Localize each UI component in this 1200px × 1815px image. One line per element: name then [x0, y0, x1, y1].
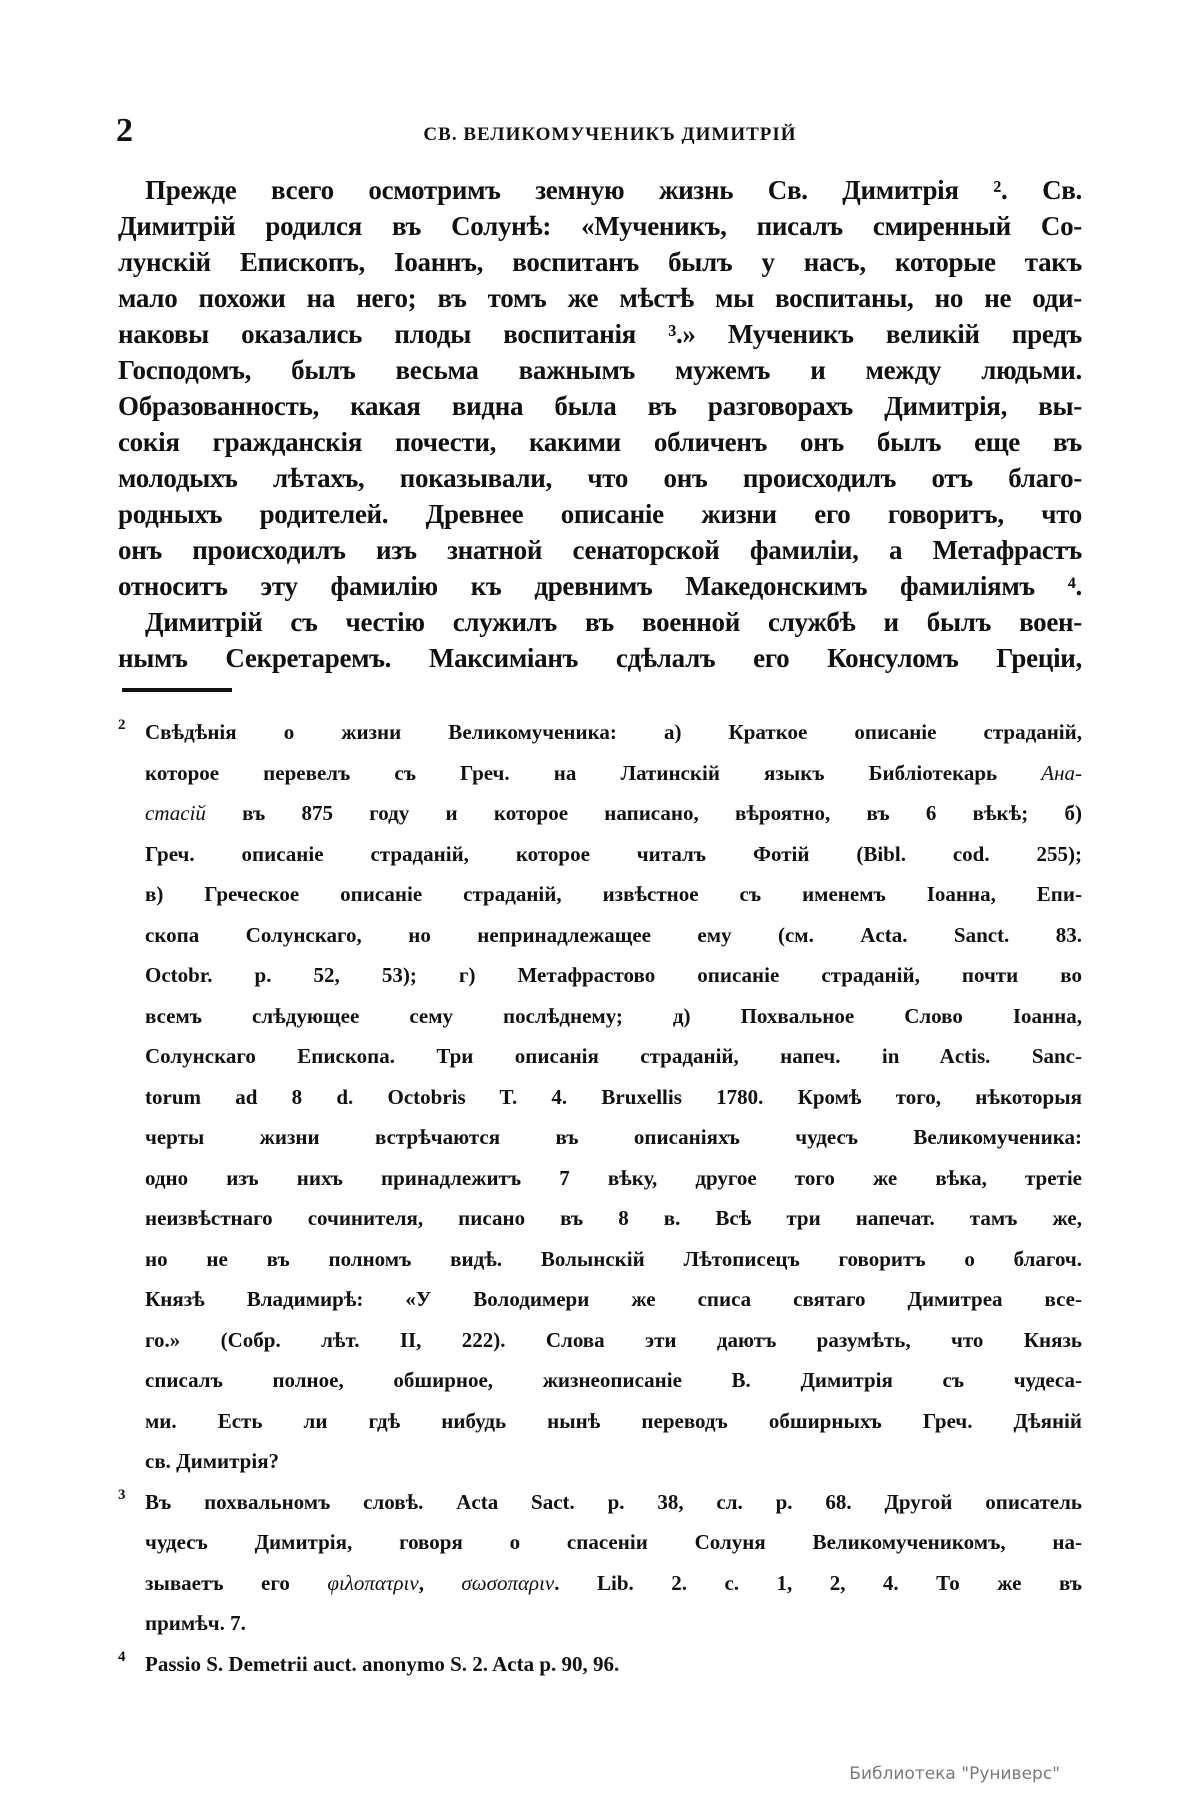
- footnote-text: одно изъ нихъ принадлежитъ 7 вѣку, другое того же вѣка, третіе: [145, 1165, 1082, 1190]
- footnote-text: Passio S. Demetrii auct. anonymo S. 2. Acta p. 90, 96.: [145, 1651, 620, 1676]
- footnote-text: св. Димитрія?: [145, 1449, 280, 1473]
- footnote-text: го.» (Собр. лѣт. II, 222). Слова эти даютъ разумѣть, что Князь: [145, 1327, 1082, 1352]
- footnote-line: [145, 1320, 1082, 1361]
- main-text-line: Прежде всего осмотримъ земную жизнь Св. Димитрія ². Св.: [145, 175, 1082, 205]
- footnote-text: которое перевелъ съ Греч. на Латинскій языкъ Библіотекарь: [145, 760, 1042, 785]
- footnote-text: но не въ полномъ видѣ. Волынскій Лѣтописецъ говоритъ о благоч.: [145, 1246, 1082, 1271]
- footnote-3: [118, 1482, 1082, 1644]
- footnote-line: [145, 955, 1082, 996]
- main-text-line: наковы оказались плоды воспитанія ³.» Мученикъ великій предъ: [118, 319, 1082, 349]
- footnote-text: ми. Есть ли гдѣ нибудь нынѣ переводъ обширныхъ Греч. Дѣяній: [145, 1408, 1082, 1433]
- footnotes: [118, 712, 1082, 1684]
- main-text-line: относитъ эту фамилію къ древнимъ Македонскимъ фамиліямъ ⁴.: [118, 571, 1082, 601]
- main-text-line: Господомъ, былъ весьма важнымъ мужемъ и между людьми.: [118, 355, 1082, 385]
- italic-text: Ана-: [1041, 760, 1082, 785]
- footnote-text: ,: [418, 1570, 462, 1595]
- footnote-4: [118, 1644, 1082, 1685]
- footnote-line: [145, 996, 1082, 1037]
- main-text-line: нымъ Секретаремъ. Максиміанъ сдѣлалъ его Консуломъ Греціи,: [118, 643, 1082, 673]
- footnote-line: [145, 1360, 1082, 1401]
- footnote-text: Octobr. p. 52, 53); г) Метафрастово описаніе страданій, почти во: [145, 963, 1082, 987]
- footnote-line: [145, 1279, 1082, 1320]
- footnote-line: [145, 1563, 1082, 1604]
- footnote-line: [145, 1117, 1082, 1158]
- footnote-text: примѣч. 7.: [145, 1611, 246, 1635]
- main-text-line: сокія гражданскія почести, какими обличенъ онъ былъ еще въ: [118, 427, 1082, 457]
- footnote-text: списалъ полное, обширное, жизнеописаніе В. Димитрія съ чудеса-: [145, 1368, 1082, 1392]
- footnote-line: [145, 834, 1082, 875]
- footnote-line: [145, 874, 1082, 915]
- footnote-line: [145, 1158, 1082, 1199]
- footnote-text: torum ad 8 d. Octobris T. 4. Bruxellis 1780. Кромѣ того, нѣкоторыя: [145, 1084, 1082, 1109]
- footnote-text: черты жизни встрѣчаются въ описаніяхъ чудесъ Великомученика:: [145, 1125, 1082, 1149]
- footnote-marker: 3: [118, 1486, 126, 1503]
- main-text-line: молодыхъ лѣтахъ, показывали, что онъ происходилъ отъ благо-: [118, 463, 1082, 493]
- footnote-text: неизвѣстнаго сочинителя, писано въ 8 в. Всѣ три напечат. тамъ же,: [145, 1206, 1082, 1230]
- footnote-text: чудесъ Димитрія, говоря о спасеніи Солуня Великомученикомъ, на-: [145, 1530, 1082, 1554]
- footnote-line: [145, 712, 1082, 753]
- main-text-line: Образованность, какая видна была въ разговорахъ Димитрія, вы-: [118, 391, 1082, 421]
- main-text-line: мало похожи на него; въ томъ же мѣстѣ мы воспитаны, но не оди-: [118, 283, 1082, 313]
- footnote-line: [145, 1644, 1082, 1685]
- library-watermark: Библиотека "Руниверс": [849, 1764, 1060, 1784]
- footnote-line: [145, 1441, 1082, 1482]
- footnote-line: [145, 1603, 1082, 1644]
- main-text-line: онъ происходилъ изъ знатной сенаторской фамиліи, а Метафрастъ: [118, 535, 1082, 565]
- page-number: 2: [116, 112, 133, 149]
- footnote-line: [145, 1401, 1082, 1442]
- footnote-2: [118, 712, 1082, 1482]
- footnote-line: [145, 1198, 1082, 1239]
- footnote-text: зываетъ его: [145, 1570, 328, 1595]
- footnote-text: Свѣдѣнія о жизни Великомученика: а) Краткое описаніе страданій,: [145, 720, 1082, 744]
- footnote-line: [145, 915, 1082, 956]
- footnote-text: скопа Солунскаго, но непринадлежащее ему (см. Acta. Sanct. 83.: [145, 922, 1082, 947]
- main-text-line: лунскій Епископъ, Іоаннъ, воспитанъ былъ у насъ, которые такъ: [118, 247, 1082, 277]
- main-text: [118, 172, 1082, 676]
- footnote-marker: 2: [118, 717, 126, 733]
- main-text-line: Димитрій родился въ Солунѣ: «Мученикъ, писалъ смиренный Со-: [118, 211, 1082, 241]
- footnote-text: всемъ слѣдующее сему послѣднему; д) Похвальное Слово Іоанна,: [145, 1003, 1082, 1028]
- footnote-text: Греч. описаніе страданій, которое читалъ Фотій (Bibl. cod. 255);: [145, 841, 1082, 866]
- footnote-text: в) Греческое описаніе страданій, извѣстное съ именемъ Іоанна, Епи-: [145, 882, 1082, 906]
- footnote-text: въ 875 году и которое написано, вѣроятно, въ 6 вѣкѣ; б): [205, 801, 1082, 825]
- main-text-line: Димитрій съ честію служилъ въ военной службѣ и былъ воен-: [145, 607, 1082, 637]
- footnote-text: . Lib. 2. c. 1, 2, 4. То же въ: [554, 1570, 1082, 1595]
- footnote-line: [145, 753, 1082, 794]
- italic-text: σωσοπαριν: [461, 1570, 555, 1595]
- footnote-line: [145, 1036, 1082, 1077]
- footnote-line: [145, 1482, 1082, 1523]
- footnote-line: [145, 1522, 1082, 1563]
- footnote-text: Солунскаго Епископа. Три описанія страданій, напеч. in Actis. Sanc-: [145, 1044, 1082, 1068]
- running-title: СВ. ВЕЛИКОМУЧЕНИКЪ ДИМИТРІЙ: [423, 124, 797, 145]
- footnote-marker: 4: [118, 1648, 126, 1665]
- footnote-divider: [122, 688, 232, 692]
- footnote-line: [145, 1239, 1082, 1280]
- italic-text: стасій: [145, 801, 206, 825]
- main-text-line: родныхъ родителей. Древнее описаніе жизни его говоритъ, что: [118, 499, 1082, 529]
- footnote-line: [145, 1077, 1082, 1118]
- footnote-text: Въ похвальномъ словѣ. Acta Sact. p. 38, сл. p. 68. Другой описатель: [145, 1489, 1082, 1514]
- footnote-line: [145, 793, 1082, 834]
- italic-text: φιλοπατριν: [327, 1570, 419, 1595]
- footnote-text: Князѣ Владимирѣ: «У Володимери же списа святаго Димитреа все-: [145, 1287, 1082, 1311]
